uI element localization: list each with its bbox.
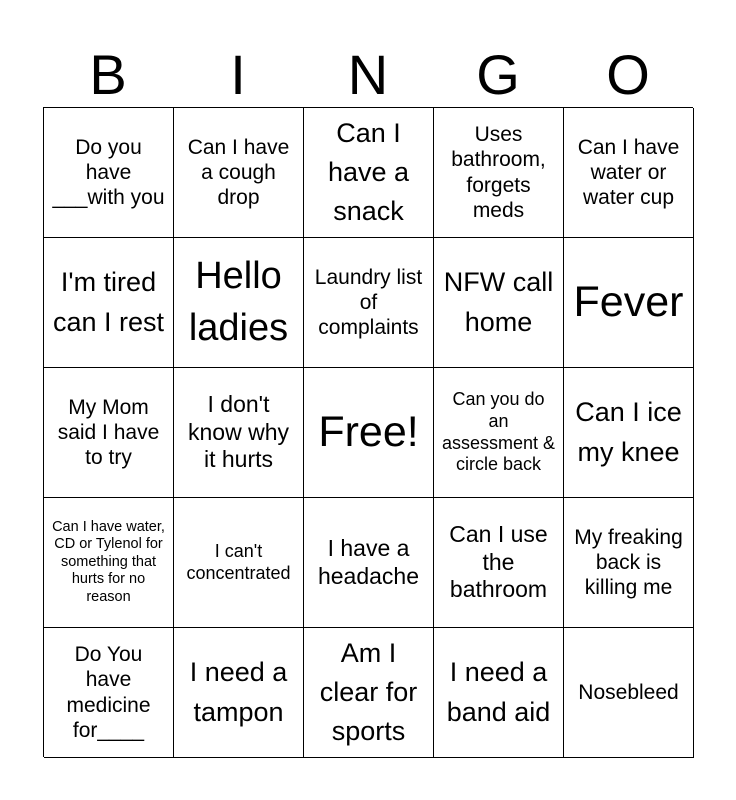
bingo-cell-label: My Mom said I have to try [57, 395, 160, 470]
bingo-cell-n4[interactable] [304, 498, 434, 628]
bingo-cell-o4[interactable] [564, 498, 694, 628]
bingo-cell-label: Can I have a snack [327, 117, 410, 227]
bingo-cell-label: NFW call home [443, 267, 554, 337]
bingo-cell-label: I don't know why it hurts [188, 391, 289, 473]
header-letter-n: N [347, 43, 389, 106]
bingo-cell-label: Do You have medicine for____ [66, 643, 151, 742]
bingo-cell-label: Nosebleed [578, 680, 679, 704]
bingo-cell-label: I have a headache [317, 534, 420, 589]
bingo-cell-o5[interactable] [564, 628, 694, 758]
bingo-cell-o1[interactable] [564, 108, 694, 238]
bingo-cell-o2[interactable] [564, 238, 694, 368]
bingo-cell-label: Can I have a cough drop [187, 135, 290, 210]
bingo-cell-label: Hello ladies [188, 255, 289, 349]
bingo-cell-label: Can I have water, CD or Tylenol for something that hurts for no reason [52, 519, 165, 605]
bingo-cell-n1[interactable] [304, 108, 434, 238]
bingo-cell-label: I can't concentrated [186, 540, 291, 583]
bingo-cell-b4[interactable] [44, 498, 174, 628]
header-letter-g: G [476, 43, 520, 106]
bingo-cell-label: My freaking back is killing me [574, 525, 683, 600]
bingo-cell-b1[interactable] [44, 108, 174, 238]
bingo-cell-b5[interactable] [44, 628, 174, 758]
bingo-cell-b3[interactable] [44, 368, 174, 498]
bingo-cell-label: Fever [573, 277, 684, 326]
bingo-cell-o3[interactable] [564, 368, 694, 498]
bingo-cell-label: Laundry list of complaints [314, 265, 423, 340]
bingo-cell-label: I'm tired can I rest [52, 267, 165, 337]
header-letter-b: B [89, 43, 127, 106]
bingo-cell-label: Do you have ___with you [52, 135, 165, 210]
bingo-cell-g4[interactable] [434, 498, 564, 628]
bingo-cell-n5[interactable] [304, 628, 434, 758]
bingo-cell-b2[interactable] [44, 238, 174, 368]
bingo-cell-i2[interactable] [174, 238, 304, 368]
bingo-cell-g3[interactable] [434, 368, 564, 498]
free-space-cell[interactable] [304, 368, 434, 498]
bingo-cell-g5[interactable] [434, 628, 564, 758]
bingo-header [43, 42, 693, 108]
bingo-cell-n2[interactable] [304, 238, 434, 368]
bingo-cell-label: I need a tampon [189, 657, 288, 727]
bingo-cell-label: Free! [318, 407, 419, 456]
bingo-cell-i3[interactable] [174, 368, 304, 498]
bingo-board [43, 107, 693, 757]
bingo-cell-label: Am I clear for sports [319, 637, 418, 747]
bingo-cell-label: Can I have water or water cup [577, 135, 680, 210]
bingo-cell-label: Can I ice my knee [575, 397, 682, 467]
bingo-cell-label: I need a band aid [446, 657, 551, 727]
bingo-cell-label: Can I use the bathroom [449, 521, 548, 603]
bingo-cell-label: Can you do an assessment & circle back [441, 389, 556, 475]
header-letter-i: I [230, 43, 246, 106]
bingo-cell-i5[interactable] [174, 628, 304, 758]
bingo-cell-i4[interactable] [174, 498, 304, 628]
bingo-cell-g2[interactable] [434, 238, 564, 368]
bingo-cell-label: Uses bathroom, forgets meds [451, 123, 546, 222]
bingo-cell-g1[interactable] [434, 108, 564, 238]
bingo-cell-i1[interactable] [174, 108, 304, 238]
header-letter-o: O [606, 43, 650, 106]
